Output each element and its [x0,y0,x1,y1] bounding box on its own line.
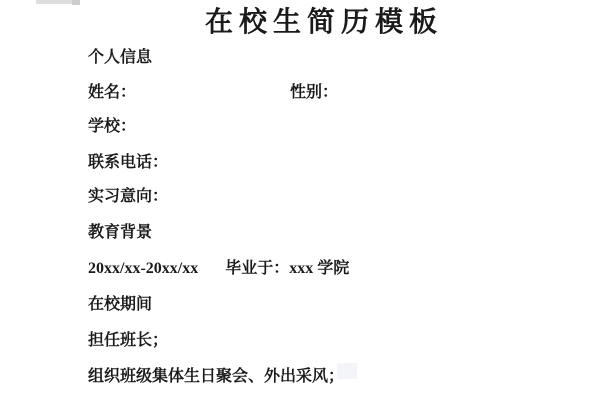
document-title: 在校生简历模板 [205,7,444,38]
name-label: 姓名： [88,84,137,101]
campus-item-activities: 组织班级集体生日聚会、外出采风； [88,368,345,385]
name-gender-row [88,84,339,102]
campus-item-class-monitor: 担任班长； [88,332,169,349]
top-edge-artifact [36,0,73,4]
phone-label: 联系电话： [88,154,169,171]
section-heading-campus: 在校期间 [88,296,153,313]
section-heading-education: 教育背景 [88,224,153,241]
school-label: 学校： [88,118,137,135]
education-period: 20xx/xx-20xx/xx [88,260,199,277]
education-row [88,260,349,278]
gender-label: 性别： [290,84,339,101]
education-graduation: 毕业于：xxx 学院 [225,260,350,277]
section-heading-personal-info: 个人信息 [88,49,153,66]
internship-intention-label: 实习意向： [88,188,169,205]
top-edge-artifact [72,0,80,5]
